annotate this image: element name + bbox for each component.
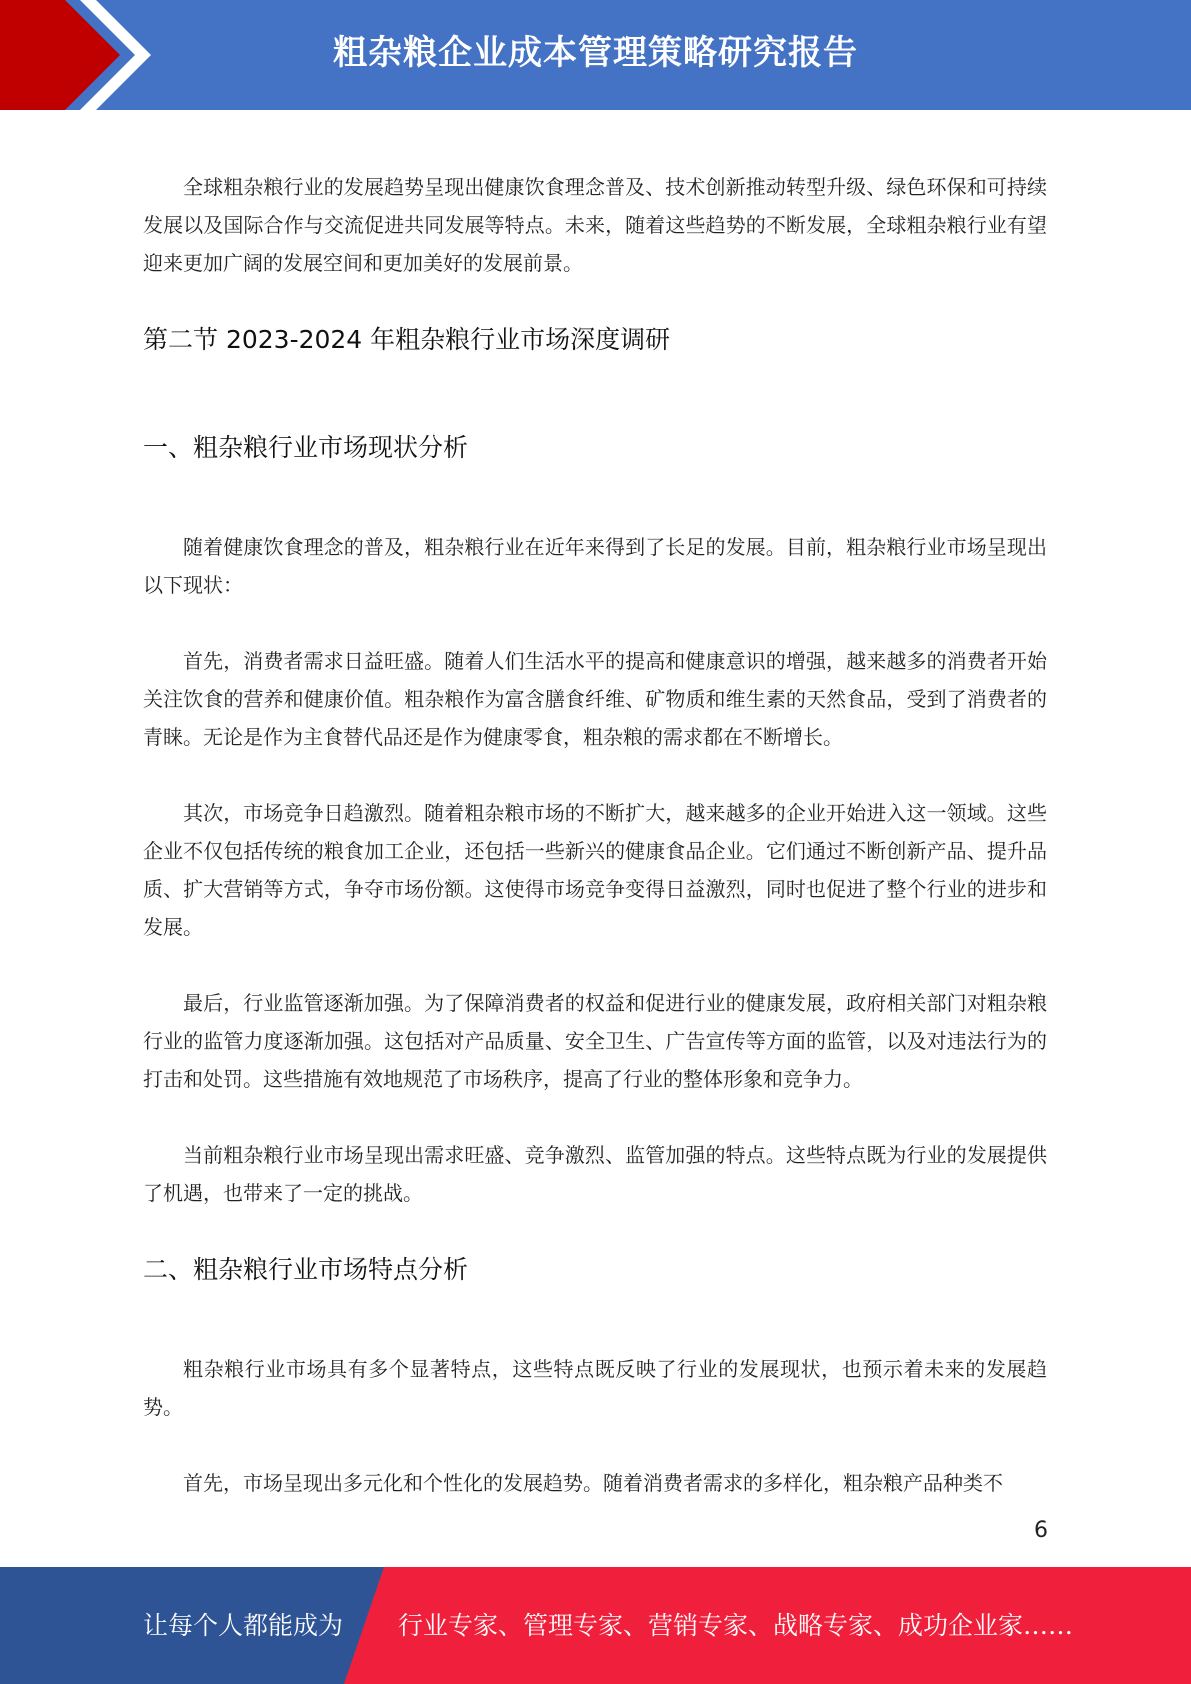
paragraph: 其次，市场竞争日趋激烈。随着粗杂粮市场的不断扩大，越来越多的企业开始进入这一领域。这些企业不仅包括传统的粮食加工企业，还包括一些新兴的健康食品企业。它们通过不断创新产品、提升品质、扩大营销等方式，争夺市场份额。这使得市场竞争变得日益激烈，同时也促进了整个行业的进步和发展。 <box>143 801 1047 939</box>
paragraph: 随着健康饮食理念的普及，粗杂粮行业在近年来得到了长足的发展。目前，粗杂粮行业市场呈现出以下现状： <box>143 535 1047 597</box>
section-title: 第二节 2023-2024 年粗杂粮行业市场深度调研 <box>143 325 671 354</box>
page-number: 6 <box>1034 1518 1048 1543</box>
subsection-title-market-features: 二、粗杂粮行业市场特点分析 <box>143 1255 469 1284</box>
paragraph: 当前粗杂粮行业市场呈现出需求旺盛、竞争激烈、监管加强的特点。这些特点既为行业的发展提供了机遇，也带来了一定的挑战。 <box>143 1143 1047 1205</box>
paragraph: 首先，市场呈现出多元化和个性化的发展趋势。随着消费者需求的多样化，粗杂粮产品种类不 <box>183 1471 1003 1495</box>
paragraph: 首先，消费者需求日益旺盛。随着人们生活水平的提高和健康意识的增强，越来越多的消费者开始关注饮食的营养和健康价值。粗杂粮作为富含膳食纤维、矿物质和维生素的天然食品，受到了消费者的青睐。无论是作为主食替代品还是作为健康零食，粗杂粮的需求都在不断增长。 <box>143 649 1047 749</box>
footer-slogan-right: 行业专家、管理专家、营销专家、战略专家、成功企业家…… <box>398 1611 1074 1640</box>
paragraph: 粗杂粮行业市场具有多个显著特点，这些特点既反映了行业的发展现状，也预示着未来的发展趋势。 <box>143 1357 1047 1419</box>
subsection-title-market-status: 一、粗杂粮行业市场现状分析 <box>143 433 469 462</box>
page-header <box>0 0 1191 110</box>
page-footer <box>0 1567 1191 1684</box>
footer-slogan-left: 让每个人都能成为 <box>143 1611 344 1640</box>
document-body <box>143 168 1047 1540</box>
paragraph: 最后，行业监管逐渐加强。为了保障消费者的权益和促进行业的健康发展，政府相关部门对粗杂粮行业的监管力度逐渐加强。这包括对产品质量、安全卫生、广告宣传等方面的监管，以及对违法行为的打击和处罚。这些措施有效地规范了市场秩序，提高了行业的整体形象和竞争力。 <box>143 991 1047 1091</box>
intro-paragraph: 全球粗杂粮行业的发展趋势呈现出健康饮食理念普及、技术创新推动转型升级、绿色环保和可持续发展以及国际合作与交流促进共同发展等特点。未来，随着这些趋势的不断发展，全球粗杂粮行业有望迎来更加广阔的发展空间和更加美好的发展前景。 <box>143 175 1047 275</box>
report-title: 粗杂粮企业成本管理策略研究报告 <box>333 33 858 73</box>
